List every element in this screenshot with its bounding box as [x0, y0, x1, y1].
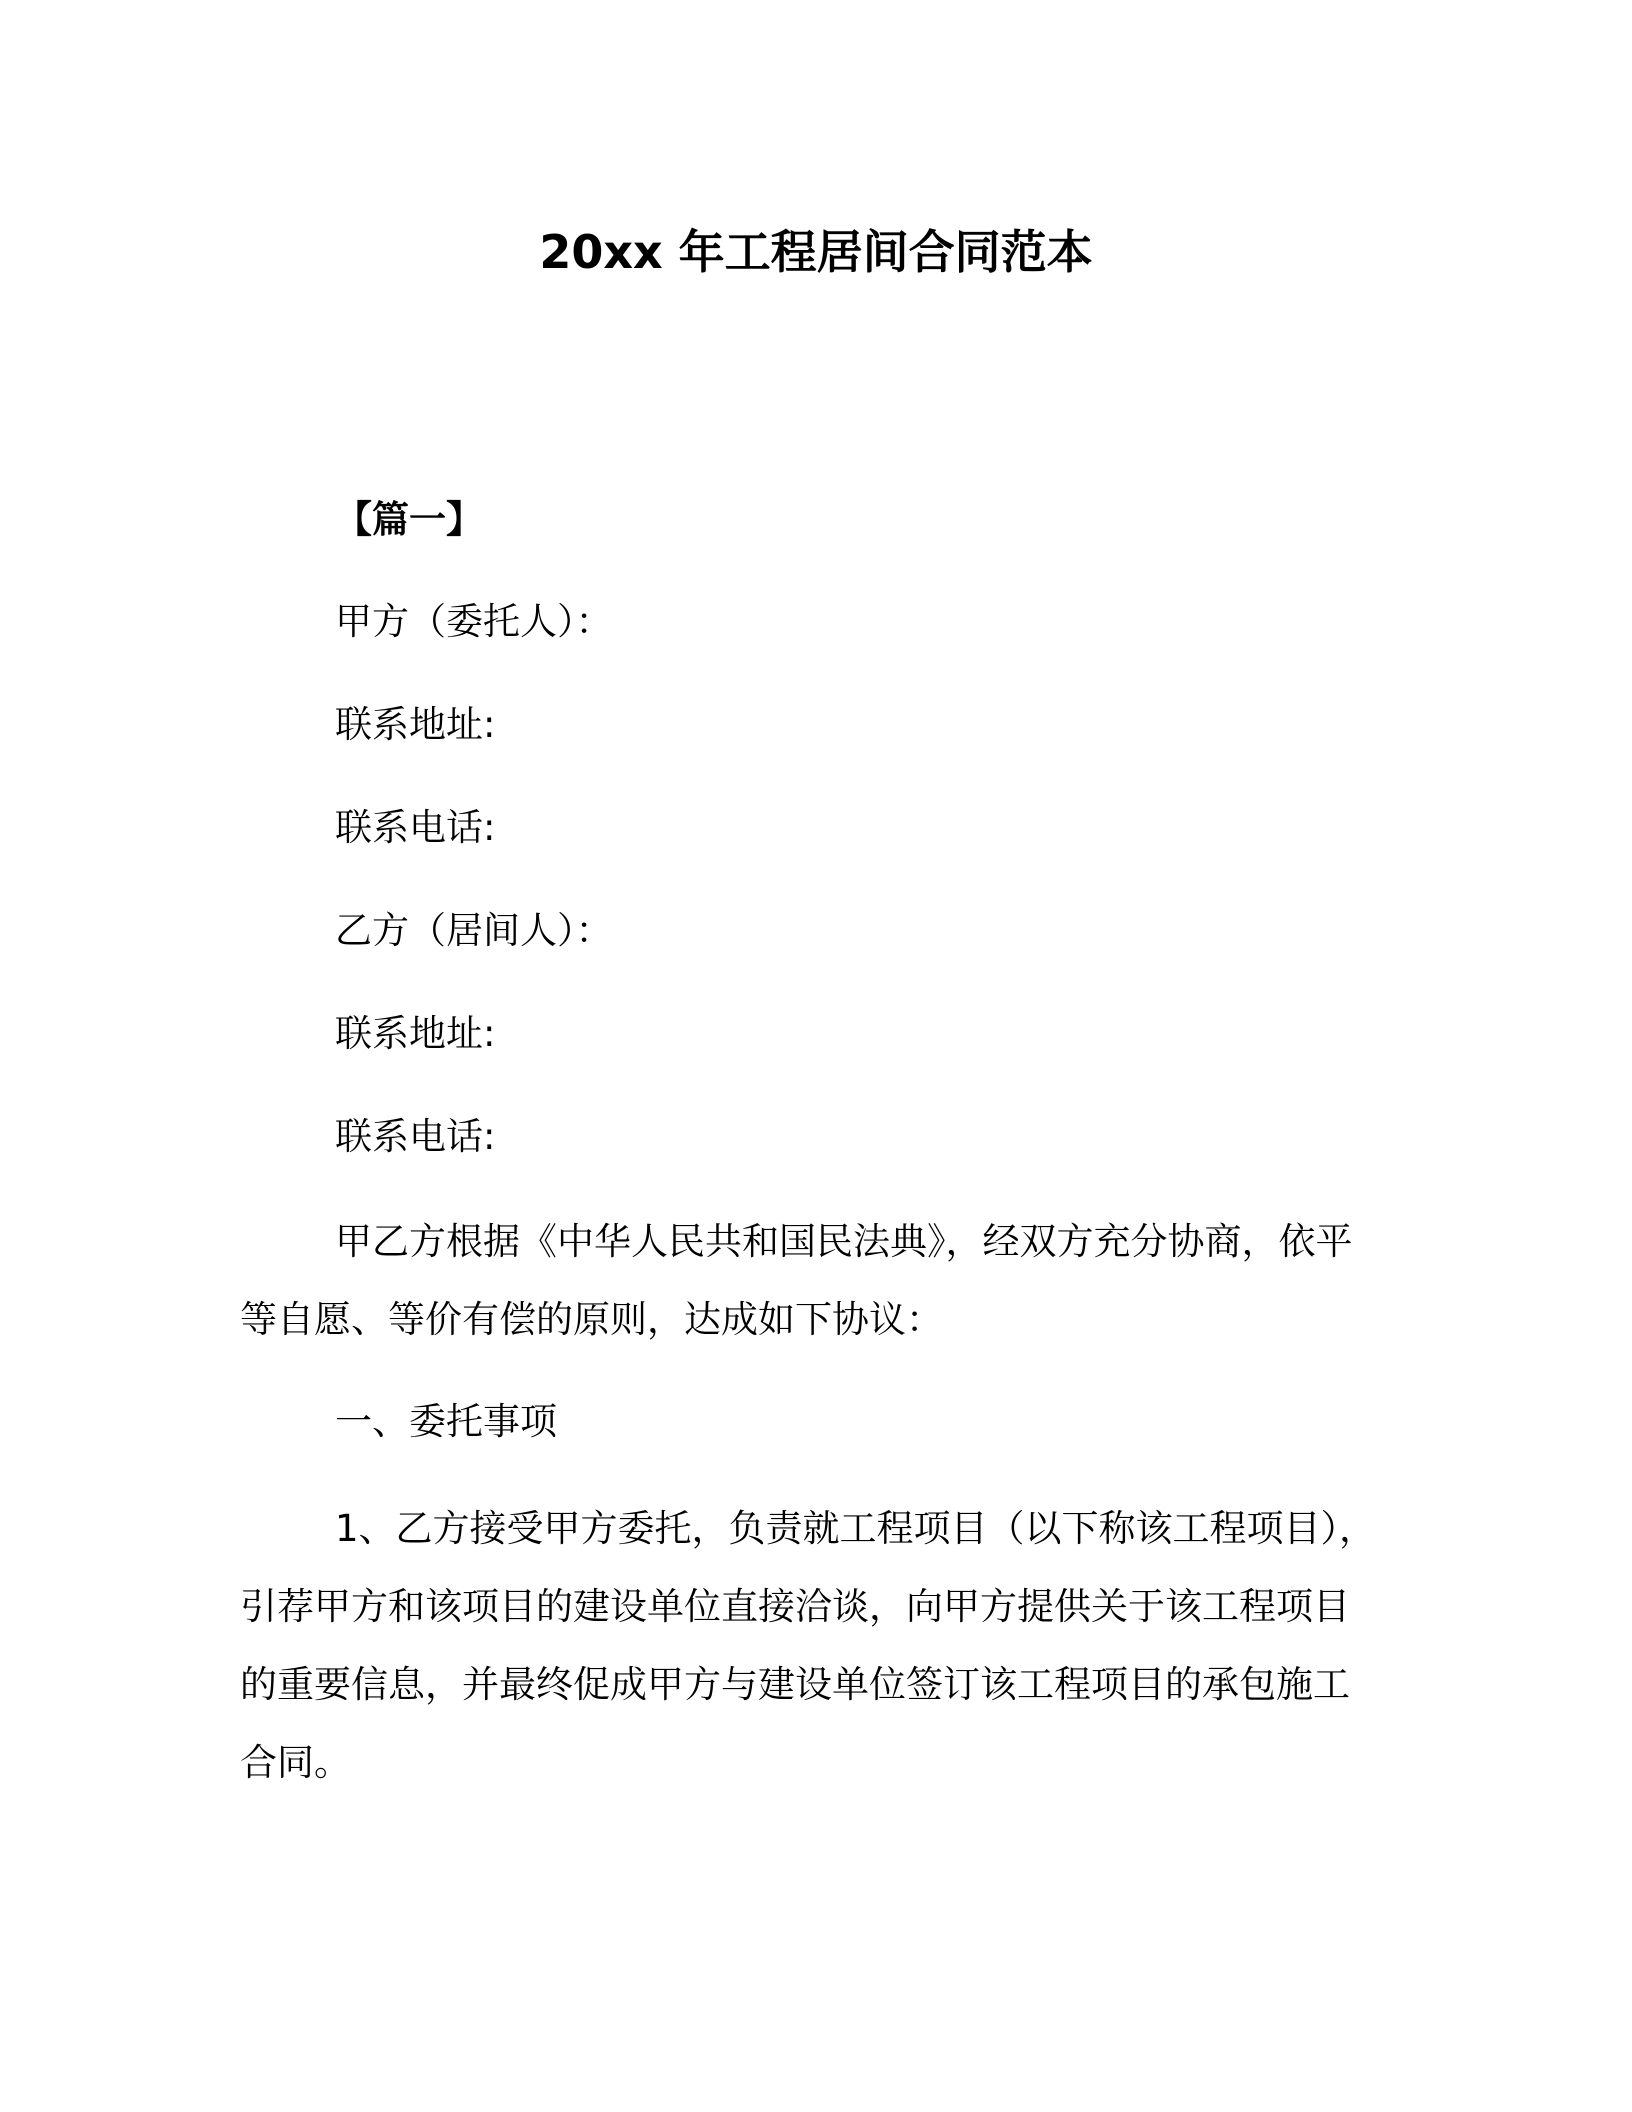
clause-line: 合同。 [240, 1741, 351, 1784]
intro-paragraph [240, 1203, 1380, 1359]
clause-line: 引荐甲方和该项目的建设单位直接洽谈，向甲方提供关于该工程项目 [240, 1585, 1350, 1628]
section-label: 【篇一】 [335, 498, 483, 541]
party-b-label: 乙方（居间人）： [335, 909, 613, 952]
party-b-phone-label: 联系电话: [335, 1115, 496, 1158]
clause-line: 1、乙方接受甲方委托，负责就工程项目（以下称该工程项目）， [335, 1507, 1377, 1550]
party-a-label: 甲方（委托人）： [335, 600, 613, 643]
document-title: 20xx 年工程居间合同范本 [539, 225, 1093, 279]
party-a-phone-label: 联系电话: [335, 806, 496, 849]
section-heading-1: 一、委托事项 [335, 1400, 557, 1443]
intro-line: 等自愿、等价有偿的原则，达成如下协议： [240, 1298, 943, 1341]
party-b-address-label: 联系地址: [335, 1012, 496, 1055]
clause-line: 的重要信息，并最终促成甲方与建设单位签订该工程项目的承包施工 [240, 1663, 1350, 1706]
intro-line: 甲乙方根据《中华人民共和国民法典》，经双方充分协商，依平 [335, 1220, 1353, 1263]
clause-1-paragraph [240, 1490, 1380, 1802]
party-a-address-label: 联系地址: [335, 703, 496, 746]
